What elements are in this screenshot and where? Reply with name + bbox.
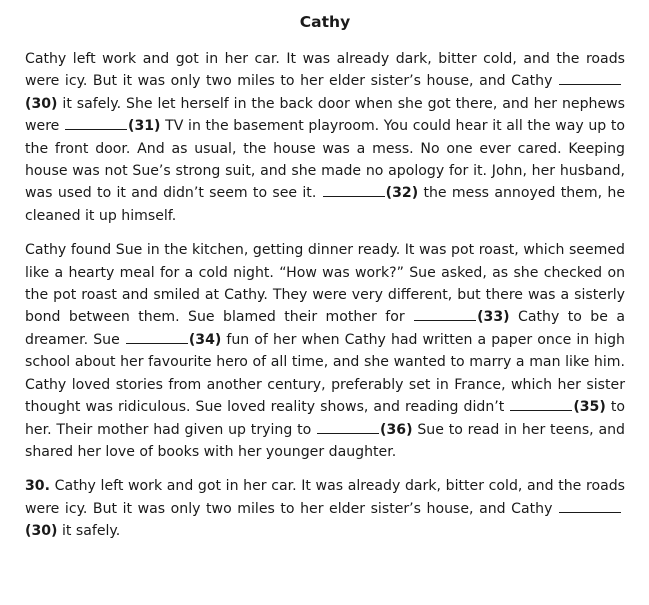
blank-number-32: (32) [385, 185, 419, 202]
document-title: Cathy [299, 13, 351, 31]
question-blank-number-30: (30) [25, 523, 58, 540]
p2-text-4: to her. Their mother had given up trying to [25, 399, 625, 438]
question-text-1: Cathy left work and got in her car. It was already dark, bitter cold, and the roads were icy. But it was only two miles to her elder sister’s house, and Cathy [25, 478, 625, 517]
blank-34 [126, 342, 188, 344]
blank-number-35: (35) [573, 399, 606, 416]
blank-36 [317, 432, 379, 434]
question-blank-30 [559, 511, 621, 513]
blank-number-33: (33) [477, 309, 510, 326]
p2-text-2: Cathy to be a dreamer. Sue [25, 309, 625, 348]
p2-text-3: fun of her when Cathy had written a paper once in high school about her favourite hero of all time, and she wanted to marry a man like him. Cathy loved stories from another century, preferably set in France, which her sister thought was ridiculous. Sue loved reality shows, and reading didn’t [25, 331, 625, 416]
p1-text-1: Cathy left work and got in her car. It was already dark, bitter cold, and the roads were icy. But it was only two miles to her elder sister’s house, and Cathy [25, 51, 625, 90]
blank-number-36: (36) [380, 421, 413, 438]
question-30 [25, 475, 625, 542]
blank-number-31: (31) [128, 118, 161, 135]
p1-text-4: the mess annoyed them, he cleaned it up himself. [25, 185, 625, 224]
p1-text-2: it safely. She let herself in the back door when she got there, and her nephews were [25, 95, 625, 135]
p2-text-1: Cathy found Sue in the kitchen, getting dinner ready. It was pot roast, which seemed like a hearty meal for a cold night. “How was work?” Sue asked, as she checked on the pot roast and smiled at Cathy. They were very different, but there was a sisterly bond between them. Sue blamed their mother for [25, 242, 625, 326]
question-text-2: it safely. [57, 523, 121, 540]
blank-35 [510, 409, 572, 411]
blank-31 [65, 128, 127, 130]
document-page [25, 0, 625, 543]
question-number: 30. [25, 478, 50, 495]
blank-30 [559, 83, 621, 85]
blank-32 [323, 195, 385, 197]
paragraph-2 [25, 239, 625, 463]
blank-33 [414, 319, 476, 321]
p1-text-3: TV in the basement playroom. You could hear it all the way up to the front door. And as usual, the house was a mess. No one ever cared. Keeping house was not Sue’s strong suit, and she made no apology for it. John, her husband, was used to it and didn’t seem to see it. [25, 118, 625, 202]
blank-number-30: (30) [25, 95, 58, 112]
blank-number-34: (34) [188, 331, 222, 348]
paragraph-1 [25, 48, 625, 227]
p2-text-5: Sue to read in her teens, and shared her love of books with her younger daughter. [25, 421, 625, 460]
